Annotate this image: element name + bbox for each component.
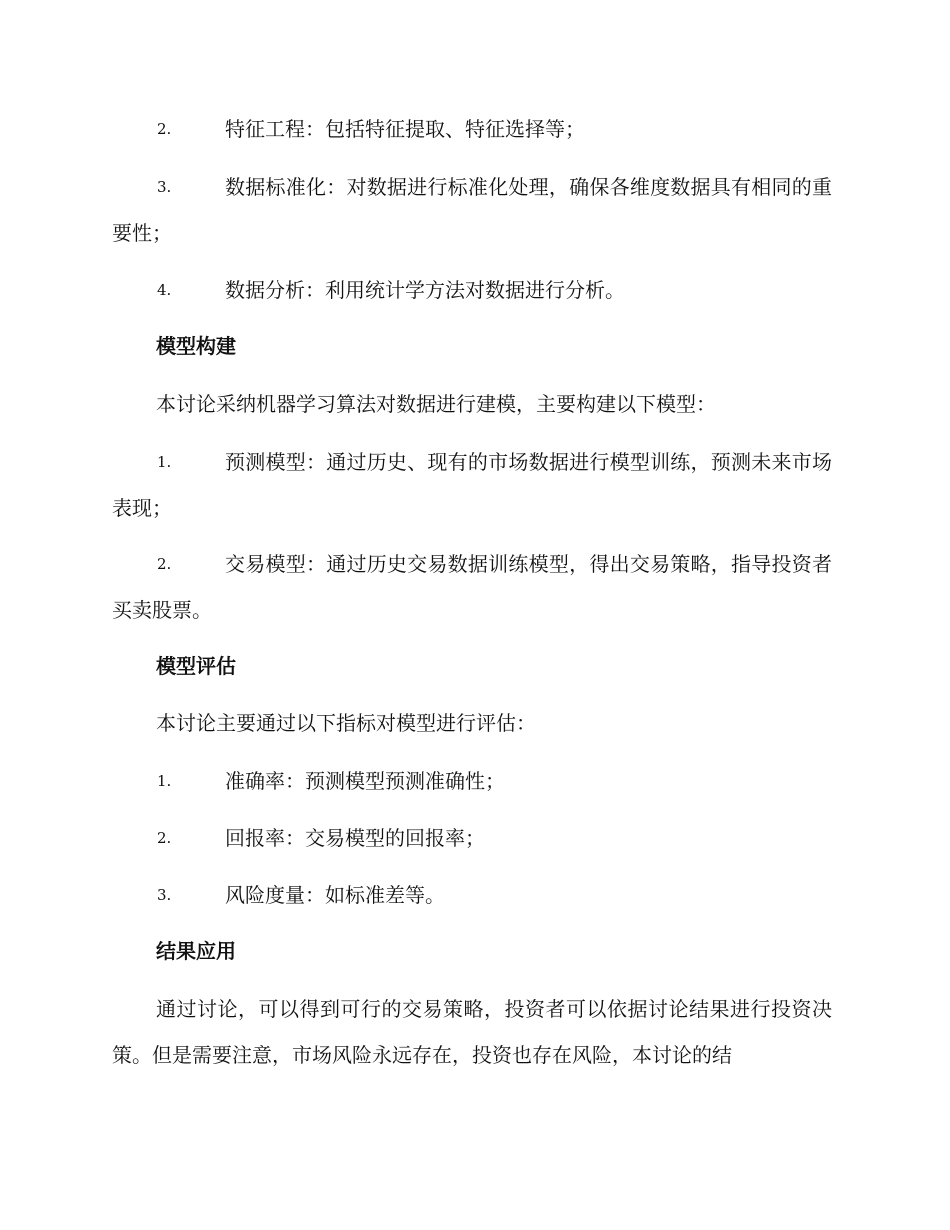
paragraph-model-intro: 本讨论采纳机器学习算法对数据进行建模，主要构建以下模型： xyxy=(156,392,716,416)
list-item xyxy=(112,758,832,804)
section-heading-model: 模型构建 xyxy=(156,334,236,358)
list-number: 2. xyxy=(157,829,172,847)
list-text: 准确率：预测模型预测准确性； xyxy=(225,769,505,793)
section-heading-result: 结果应用 xyxy=(156,939,236,963)
paragraph-eval-intro: 本讨论主要通过以下指标对模型进行评估： xyxy=(156,711,536,735)
list-text: 数据标准化：对数据进行标准化处理，确保各维度数据具有相同的重要性； xyxy=(112,175,832,245)
list-item xyxy=(112,815,832,861)
list-text: 风险度量：如标准差等。 xyxy=(225,883,445,907)
list-item xyxy=(112,541,832,633)
list-text: 回报率：交易模型的回报率； xyxy=(225,826,485,850)
list-number: 2. xyxy=(157,120,172,138)
list-text: 数据分析：利用统计学方法对数据进行分析。 xyxy=(225,278,625,302)
list-number: 1. xyxy=(157,772,172,790)
list-number: 4. xyxy=(157,281,172,299)
list-item xyxy=(112,872,832,918)
list-text: 特征工程：包括特征提取、特征选择等； xyxy=(225,117,585,141)
section-heading-eval: 模型评估 xyxy=(156,654,236,678)
list-number: 1. xyxy=(157,453,172,471)
list-item xyxy=(112,439,832,531)
list-item xyxy=(112,106,832,152)
list-number: 3. xyxy=(157,178,172,196)
list-item xyxy=(112,267,832,313)
list-number: 3. xyxy=(157,886,172,904)
list-text: 交易模型：通过历史交易数据训练模型，得出交易策略，指导投资者买卖股票。 xyxy=(112,552,832,622)
list-number: 2. xyxy=(157,555,172,573)
list-item xyxy=(112,164,832,256)
paragraph-result-body: 通过讨论，可以得到可行的交易策略，投资者可以依据讨论结果进行投资决策。但是需要注意，市场风险永远存在，投资也存在风险，本讨论的结 xyxy=(112,997,832,1067)
list-text: 预测模型：通过历史、现有的市场数据进行模型训练，预测未来市场表现； xyxy=(112,450,832,520)
